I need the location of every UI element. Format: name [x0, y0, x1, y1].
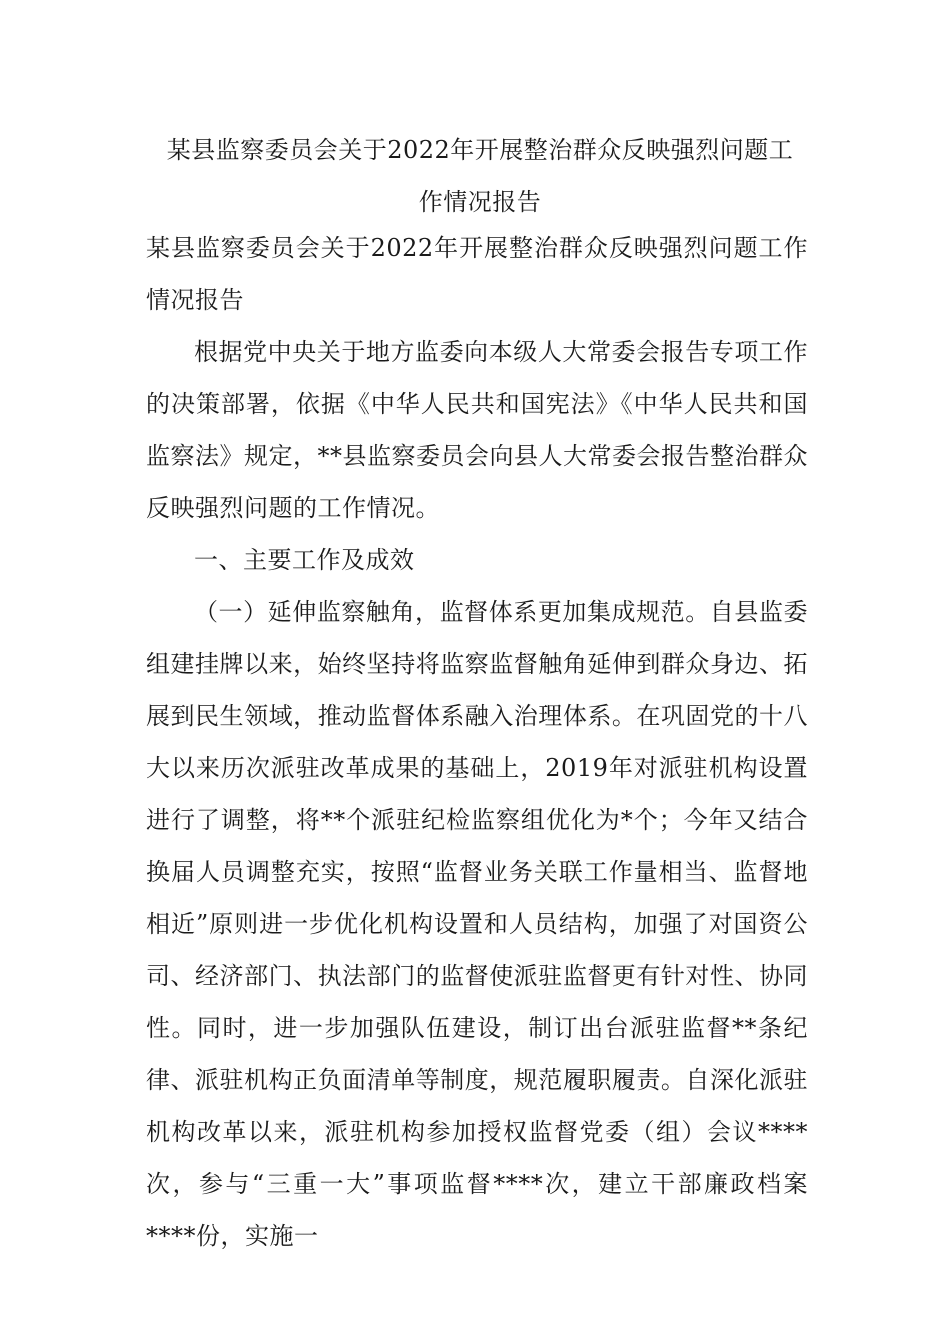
intro-paragraph: 根据党中央关于地方监委向本级人大常委会报告专项工作的决策部署，依据《中华人民共和国宪法》《中华人民共和国监察法》规定，**县监察委员会向县人大常委会报告整治群众反映强烈问题的工作情况。 [146, 338, 808, 522]
section-heading: 一、主要工作及成效 [194, 546, 415, 574]
section-paragraph: （一）延伸监察触角，监督体系更加集成规范。自县监委组建挂牌以来，始终坚持将监察监督触角延伸到群众身边、拓展到民生领域，推动监督体系融入治理体系。在巩固党的十八大以来历次派驻改革成果的基础上，2019年对派驻机构设置进行了调整，将**个派驻纪检监察组优化为*个；今年又结合换届人员调整充实，按照“监督业务关联工作量相当、监督地相近”原则进一步优化机构设置和人员结构，加强了对国资公司、经济部门、执法部门的监督使派驻监督更有针对性、协同性。同时，进一步加强队伍建设，制订出台派驻监督**条纪律、派驻机构正负面清单等制度，规范履职履责。自深化派驻机构改革以来，派驻机构参加授权监督党委（组）会议****次，参与“三重一大”事项监督****次，建立干部廉政档案****份，实施一 [146, 598, 808, 1250]
document-body [146, 222, 808, 1262]
repeated-title-paragraph: 某县监察委员会关于2022年开展整治群众反映强烈问题工作情况报告 [146, 234, 808, 314]
document-title-line-1: 某县监察委员会关于2022年开展整治群众反映强烈问题工 [166, 136, 794, 164]
document-title-line-2: 作情况报告 [418, 188, 542, 216]
